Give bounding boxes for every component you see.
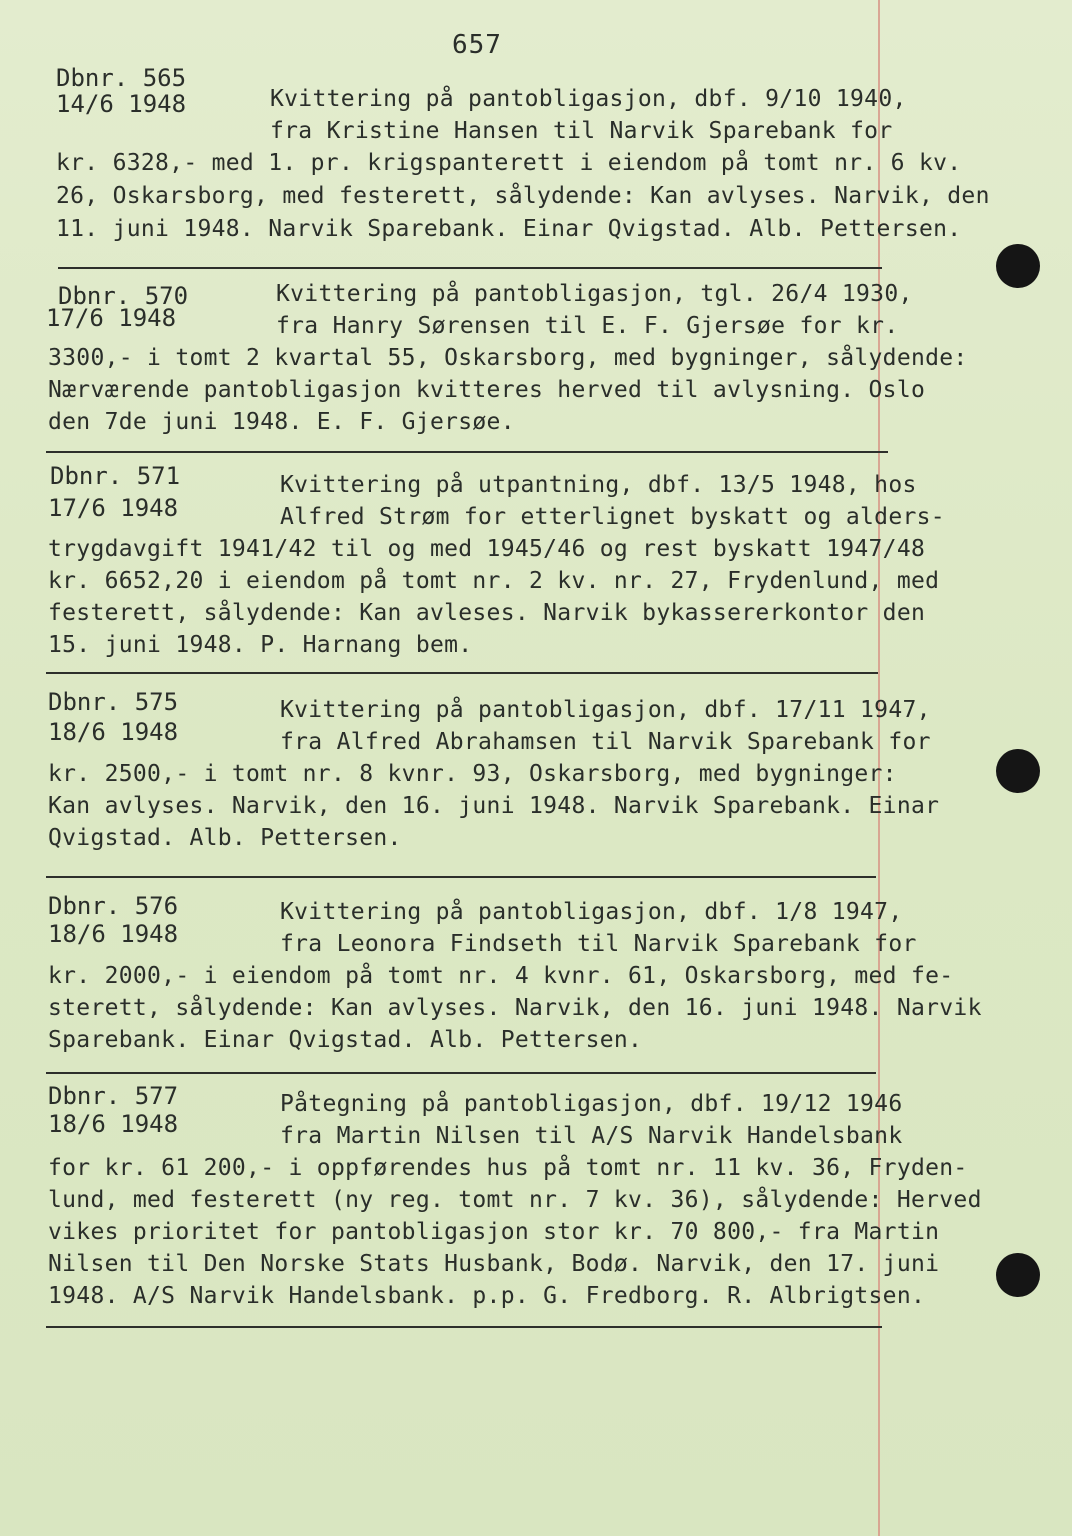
entry-separator [58, 267, 882, 269]
binder-hole-middle-icon [996, 749, 1040, 793]
entry-text-line: Kvittering på pantobligasjon, dbf. 9/10 1940, [270, 86, 907, 112]
entry-text-line: Nilsen til Den Norske Stats Husbank, Bodø. Narvik, den 17. juni [48, 1251, 940, 1277]
entry-separator [46, 672, 878, 674]
entry-text-line: fra Alfred Abrahamsen til Narvik Sparebank for [280, 729, 931, 755]
entry-date: 17/6 1948 [48, 494, 179, 522]
entry-number: Dbnr. 570 [58, 282, 189, 310]
entry-text-line: sterett, sålydende: Kan avlyses. Narvik, den 16. juni 1948. Narvik [48, 995, 982, 1021]
entry-text-line: Kvittering på pantobligasjon, dbf. 1/8 1947, [280, 899, 903, 925]
entry-separator [46, 451, 888, 453]
entry-text-line: Qvigstad. Alb. Pettersen. [48, 825, 402, 851]
entry-text-line: kr. 6652,20 i eiendom på tomt nr. 2 kv. nr. 27, Frydenlund, med [48, 568, 940, 594]
entry-separator [46, 1072, 876, 1074]
entry-number: Dbnr. 575 [48, 688, 179, 716]
entry-text-line: Kvittering på pantobligasjon, dbf. 17/11 1947, [280, 697, 931, 723]
entry-text-line: fra Martin Nilsen til A/S Narvik Handelsbank [280, 1123, 903, 1149]
entry-text-line: Sparebank. Einar Qvigstad. Alb. Pettersen. [48, 1027, 643, 1053]
entry-date: 18/6 1948 [48, 1110, 179, 1138]
entry-text-line: kr. 2000,- i eiendom på tomt nr. 4 kvnr. 61, Oskarsborg, med fe- [48, 963, 954, 989]
entry-text-line: for kr. 61 200,- i oppførendes hus på tomt nr. 11 kv. 36, Fryden- [48, 1155, 968, 1181]
entry-separator [46, 876, 876, 878]
entry-text-line: fra Kristine Hansen til Narvik Sparebank for [270, 118, 893, 144]
entry-text-line: 11. juni 1948. Narvik Sparebank. Einar Qvigstad. Alb. Pettersen. [56, 216, 962, 242]
binder-hole-top-icon [996, 244, 1040, 288]
entry-text-line: 15. juni 1948. P. Harnang bem. [48, 632, 473, 658]
entry-date: 18/6 1948 [48, 718, 179, 746]
entry-text-line: vikes prioritet for pantobligasjon stor kr. 70 800,- fra Martin [48, 1219, 940, 1245]
entry-text-line: Påtegning på pantobligasjon, dbf. 19/12 1946 [280, 1091, 903, 1117]
entry-text-line: fra Hanry Sørensen til E. F. Gjersøe for kr. [276, 313, 899, 339]
entry-date: 14/6 1948 [56, 90, 187, 118]
entry-text-line: kr. 2500,- i tomt nr. 8 kvnr. 93, Oskarsborg, med bygninger: [48, 761, 897, 787]
entry-text-line: fra Leonora Findseth til Narvik Sparebank for [280, 931, 917, 957]
entry-text-line: 3300,- i tomt 2 kvartal 55, Oskarsborg, med bygninger, sålydende: [48, 345, 968, 371]
entry-text-line: Kvittering på pantobligasjon, tgl. 26/4 1930, [276, 281, 913, 307]
entry-text-line: trygdavgift 1941/42 til og med 1945/46 og rest byskatt 1947/48 [48, 536, 926, 562]
entry-text-line: Kan avlyses. Narvik, den 16. juni 1948. Narvik Sparebank. Einar [48, 793, 940, 819]
entry-number: Dbnr. 576 [48, 892, 179, 920]
entry-text-line: den 7de juni 1948. E. F. Gjersøe. [48, 409, 515, 435]
entry-number: Dbnr. 571 [50, 462, 181, 490]
entry-number: Dbnr. 577 [48, 1082, 179, 1110]
entry-text-line: kr. 6328,- med 1. pr. krigspanterett i eiendom på tomt nr. 6 kv. [56, 150, 962, 176]
entry-text-line: Kvittering på utpantning, dbf. 13/5 1948, hos [280, 472, 917, 498]
entry-text-line: 1948. A/S Narvik Handelsbank. p.p. G. Fredborg. R. Albrigtsen. [48, 1283, 926, 1309]
binder-hole-bottom-icon [996, 1253, 1040, 1297]
entry-text-line: Alfred Strøm for etterlignet byskatt og alders- [280, 504, 945, 530]
entry-date: 18/6 1948 [48, 920, 179, 948]
entry-number: Dbnr. 565 [56, 64, 187, 92]
page-number: 657 [452, 30, 502, 60]
entry-text-line: Nærværende pantobligasjon kvitteres herved til avlysning. Oslo [48, 377, 926, 403]
entry-separator [46, 1326, 882, 1328]
entry-text-line: 26, Oskarsborg, med festerett, sålydende: Kan avlyses. Narvik, den [56, 183, 990, 209]
entry-date: 17/6 1948 [46, 304, 177, 332]
entry-text-line: festerett, sålydende: Kan avleses. Narvik bykassererkontor den [48, 600, 926, 626]
entry-text-line: lund, med festerett (ny reg. tomt nr. 7 kv. 36), sålydende: Herved [48, 1187, 982, 1213]
